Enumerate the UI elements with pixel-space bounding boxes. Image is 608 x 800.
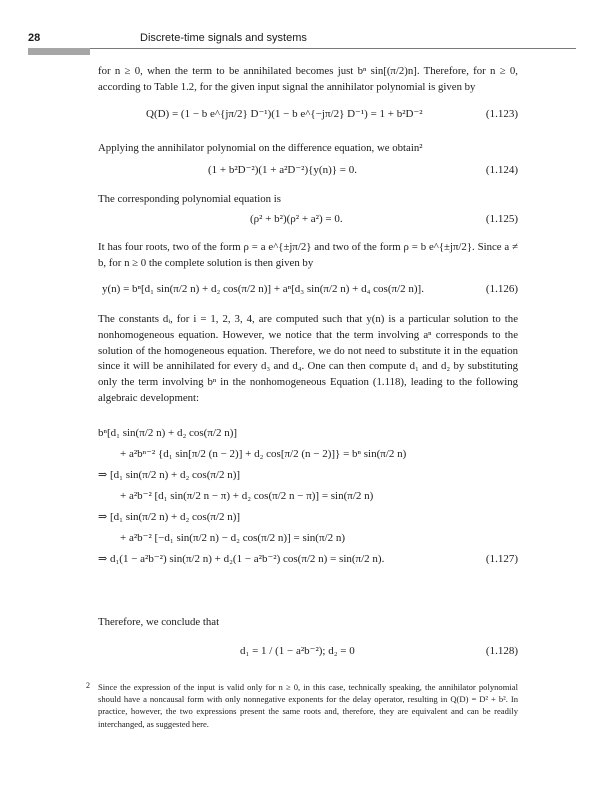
- equation-body: (1 + b²D⁻²)(1 + a²D⁻²){y(n)} = 0.: [208, 164, 357, 176]
- algebraic-derivation: [98, 422, 518, 569]
- header-bar: [28, 48, 90, 55]
- paragraph-5: The constants dᵢ, for i = 1, 2, 3, 4, are computed such that y(n) is a particular solution to the nonhomogeneous equation. However, we notice that the term involving aⁿ corresponds to the solution of the homogeneous equation. Therefore, we do not need to substitute it in the equation since it will be annihilated for every d₃ and d₄. One can then compute d₁ and d₂ by substituting only the term involving bⁿ in the nonhomogeneous Equation (1.118), leading to the following algebraic development:: [98, 313, 518, 404]
- footnote-mark: 2: [86, 681, 90, 690]
- equation-body: d₁ = 1 / (1 − a²b⁻²); d₂ = 0: [240, 645, 355, 657]
- equation-body: Q(D) = (1 − b e^{jπ/2} D⁻¹)(1 − b e^{−jπ/2} D⁻¹) = 1 + b²D⁻²: [146, 108, 423, 120]
- derivation-line: + a²bⁿ⁻² {d₁ sin[π/2 (n − 2)] + d₂ cos[π/2 (n − 2)]} = bⁿ sin(π/2 n): [120, 448, 407, 460]
- equation-number: (1.123): [485, 108, 518, 120]
- paragraph-1: for n ≥ 0, when the term to be annihilated becomes just bⁿ sin[(π/2)n]. Therefore, for n ≥ 0, according to Table 1.2, for the given input signal the annihilator polynomial is given by: [98, 65, 518, 93]
- header-rule: [90, 48, 576, 49]
- equation-number: (1.127): [485, 553, 518, 565]
- equation-1-126: [98, 278, 518, 300]
- derivation-line: ⇒ d₁(1 − a²b⁻²) sin(π/2 n) + d₂(1 − a²b⁻²) cos(π/2 n) = sin(π/2 n).: [98, 553, 385, 565]
- equation-1-123: [98, 103, 518, 125]
- footnote-text: Since the expression of the input is valid only for n ≥ 0, in this case, technically speaking, the annihilator polynomial should have a noncausal form with only nonnegative exponents for the delay operator, resulting in Q(D) = D² + b². In practice, however, the two expressions present the same roots and, therefore, they are equivalent and can be readily interchanged, as suggested here.: [98, 682, 518, 729]
- equation-1-125: [98, 208, 518, 230]
- running-title: Discrete-time signals and systems: [140, 32, 307, 44]
- equation-number: (1.124): [485, 164, 518, 176]
- equation-number: (1.128): [485, 645, 518, 657]
- equation-1-128: [98, 640, 518, 662]
- equation-number: (1.125): [485, 213, 518, 225]
- derivation-line: + a²b⁻² [−d₁ sin(π/2 n) − d₂ cos(π/2 n)] = sin(π/2 n): [120, 532, 345, 544]
- paragraph-2: Applying the annihilator polynomial on the difference equation, we obtain²: [98, 142, 423, 154]
- derivation-line: ⇒ [d₁ sin(π/2 n) + d₂ cos(π/2 n)]: [98, 511, 241, 523]
- paragraph-4: It has four roots, two of the form ρ = a e^{±jπ/2} and two of the form ρ = b e^{±jπ/2}. Since a ≠ b, for n ≥ 0 the complete solution is then given by: [98, 241, 518, 269]
- equation-number: (1.126): [485, 283, 518, 295]
- derivation-line: + a²b⁻² [d₁ sin(π/2 n − π) + d₂ cos(π/2 n − π)] = sin(π/2 n): [120, 490, 374, 502]
- equation-1-124: [98, 159, 518, 181]
- equation-body: y(n) = bⁿ[d₁ sin(π/2 n) + d₂ cos(π/2 n)] + aⁿ[d₃ sin(π/2 n) + d₄ cos(π/2 n)].: [102, 283, 424, 295]
- paragraph-3: The corresponding polynomial equation is: [98, 193, 281, 205]
- equation-body: (ρ² + b²)(ρ² + a²) = 0.: [250, 213, 343, 225]
- derivation-line: bⁿ[d₁ sin(π/2 n) + d₂ cos(π/2 n)]: [98, 427, 238, 439]
- derivation-line: ⇒ [d₁ sin(π/2 n) + d₂ cos(π/2 n)]: [98, 469, 241, 481]
- paragraph-6: Therefore, we conclude that: [98, 616, 220, 628]
- page-number: 28: [28, 32, 41, 44]
- derivation-final-row: [98, 548, 518, 569]
